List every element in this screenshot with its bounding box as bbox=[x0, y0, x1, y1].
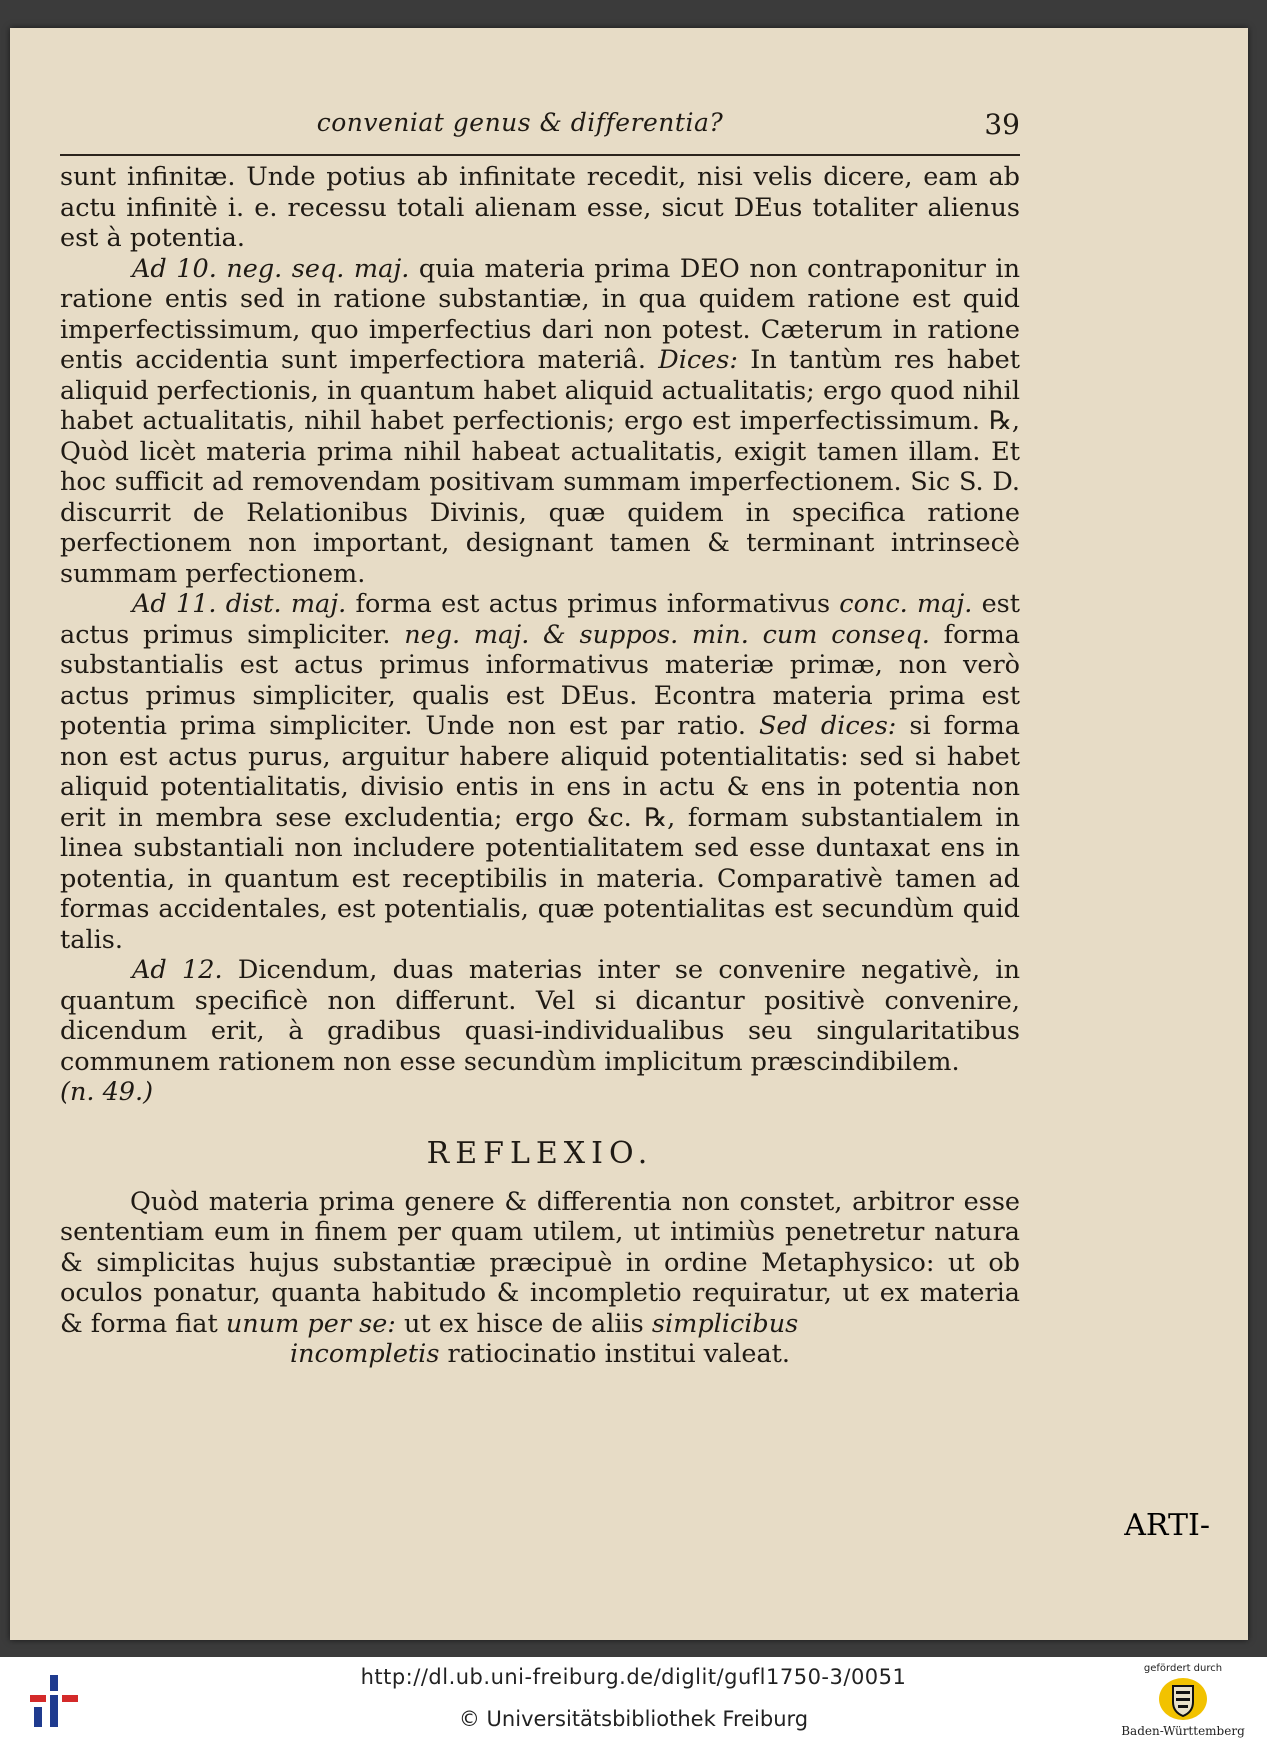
sponsor-label: gefördert durch bbox=[1143, 1663, 1223, 1674]
paragraph-text: Dicendum, duas materias inter se convenire negativè, in quantum specificè non differunt. Vel si dicantur positivè convenire, dicendum erit, à gradibus quasi-individualibus seu singularitatibus communem rationem non esse secundùm implicitum præscindibilem. bbox=[60, 955, 1020, 1077]
footer-bar bbox=[0, 1657, 1267, 1748]
reflexio-paragraph bbox=[60, 1187, 1020, 1370]
italic-note: incompletis bbox=[289, 1339, 440, 1369]
paragraph-text: Quòd materia prima genere & differentia non constet, arbitror esse sententiam eum in finem per quam utilem, ut intimiùs penetretur natura & simplicitas hujus substantiæ præcipuè in ordine Metaphysico: ut ob oculos ponatur, quanta habitudo & incompletio requiratur, ut ex materia & forma fiat bbox=[60, 1186, 1020, 1339]
cross-reference: (n. 49.) bbox=[60, 1077, 154, 1107]
italic-note: conc. maj. bbox=[839, 589, 973, 619]
italic-note: neg. maj. & suppos. min. cum conseq. bbox=[404, 619, 930, 650]
permalink-url[interactable]: http://dl.ub.uni-freiburg.de/diglit/gufl1750-3/0051 bbox=[360, 1665, 907, 1689]
italic-note: unum per se: bbox=[225, 1308, 396, 1339]
catchword: ARTI- bbox=[1124, 1508, 1210, 1543]
dices-label: Dices: bbox=[658, 345, 738, 375]
sponsor-block bbox=[1113, 1663, 1253, 1738]
paragraph-text: sunt infinitæ. Unde potius ab infinitate recedit, nisi velis dicere, eam ab actu infinitè i. e. recessu totali alienam esse, sicut DEus totaliter alienus est à potentia. bbox=[60, 162, 1020, 253]
paragraph-ad-10 bbox=[60, 254, 1020, 590]
paragraph-lead: Ad 12. bbox=[132, 955, 223, 985]
paragraph-text: est actus primus simpliciter. bbox=[60, 589, 1021, 650]
paragraph-text: forma est actus primus informativus bbox=[355, 589, 831, 619]
paragraph-lead: Ad 10. neg. seq. maj. bbox=[132, 253, 410, 284]
paragraph-text: In tantùm res habet aliquid perfectionis, in quantum habet aliquid actualitatis; ergo quod nihil habet actualitatis, nihil habet perfectionis; ergo est imperfectissimum. ℞, Quòd licèt materia prima nihil habeat actualitatis, exigit tamen illam. Et hoc sufficit ad removendam positivam summam imperfectionem. Sic S. D. discurrit de Relationibus Divinis, quæ quidem in specifica ratione perfectionem non important, designant tamen & terminant intrinsecè summam perfectionem. bbox=[60, 345, 1020, 589]
paragraph-continuation bbox=[60, 162, 1020, 254]
paragraph-text: quia materia prima DEO non contraponitur in ratione entis sed in ratione substantiæ, in qua quidem ratione est quid imperfectissimum, quo imperfectius dari non potest. Cæterum in ratione entis accidentia sunt imperfectiora materiâ. bbox=[60, 253, 1020, 375]
page-content bbox=[60, 108, 1020, 1370]
section-title: REFLEXIO. bbox=[426, 1135, 654, 1171]
italic-note: simplicibus bbox=[651, 1308, 799, 1339]
paragraph-text: ut ex hisce de aliis bbox=[404, 1308, 644, 1339]
paragraph-text: si forma non est actus purus, arguitur habere aliquid potentialitatis: sed si habet aliquid potentialitatis, divisio entis in ens in actu & ens in potentia non erit in membra sese excludentia; ergo &c. ℞, formam substantialem in linea substantiali non includere potentialitatem sed esse duntaxat ens in potentia, in quantum est receptibilis in materia. Comparativè tamen ad formas accidentales, est potentialis, quæ potentialitas est secundùm quid talis. bbox=[60, 711, 1021, 955]
coat-of-arms-icon bbox=[1157, 1676, 1209, 1722]
running-head: conveniat genus & differentia? bbox=[316, 108, 724, 137]
paragraph-text: forma substantialis est actus primus informativus materiæ primæ, non verò actus primus simpliciter, qualis est DEus. Econtra materia prima est potentia prima simpliciter. Unde non est par ratio. bbox=[60, 619, 1021, 741]
paragraph-ad-11 bbox=[60, 589, 1020, 955]
copyright-notice: © Universitätsbibliothek Freiburg bbox=[458, 1707, 809, 1731]
paragraph-ad-12 bbox=[60, 955, 1020, 1108]
book-page bbox=[10, 28, 1248, 1640]
sed-dices-label: Sed dices: bbox=[758, 711, 897, 741]
paragraph-text: ratiocinatio institui valeat. bbox=[447, 1339, 791, 1369]
page-header bbox=[60, 108, 1020, 150]
paragraph-lead: Ad 11. dist. maj. bbox=[132, 589, 347, 619]
page-number: 39 bbox=[984, 108, 1020, 141]
header-rule bbox=[60, 154, 1020, 156]
sponsor-name: Baden-Württemberg bbox=[1121, 1724, 1245, 1738]
